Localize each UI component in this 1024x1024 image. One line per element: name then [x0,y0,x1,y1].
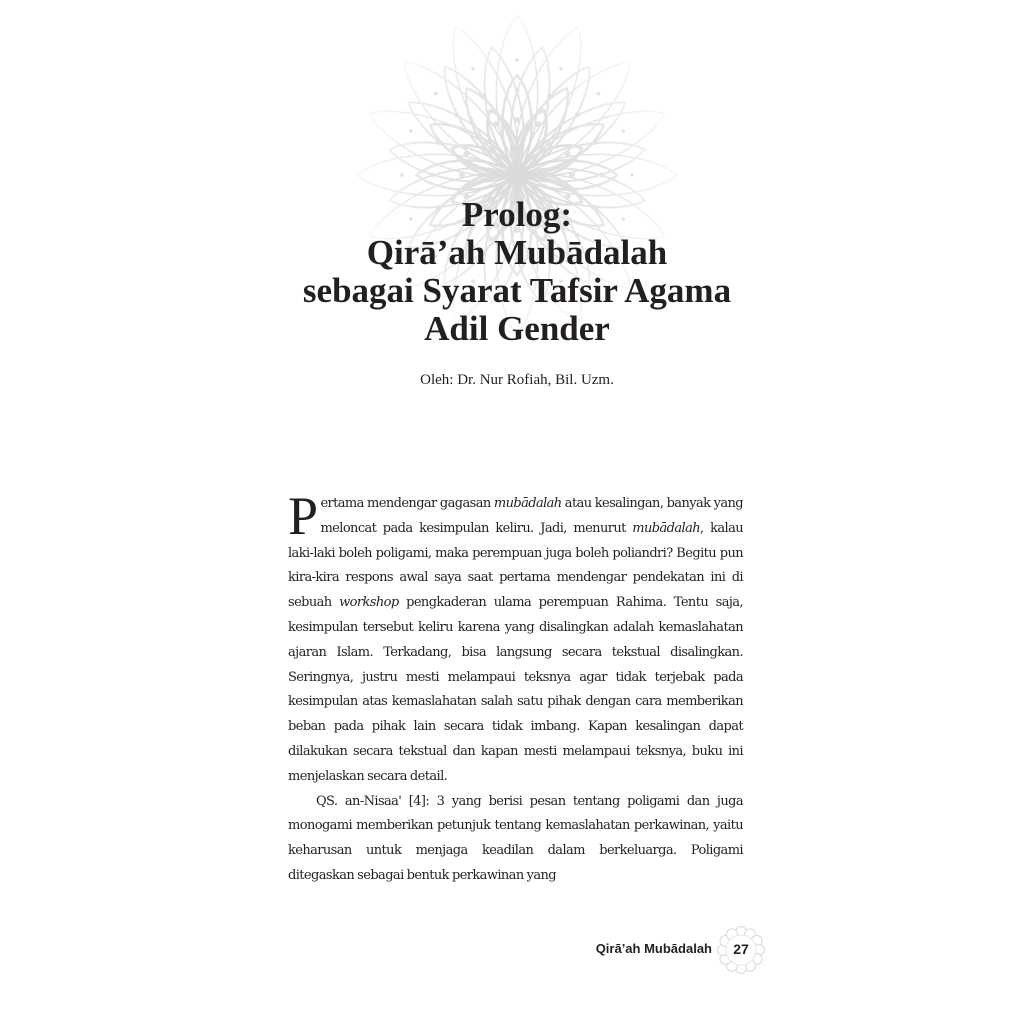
chapter-title [200,196,834,348]
ornament-dot [593,140,598,145]
ornament-dot [493,121,499,127]
ornament-dot [434,92,438,96]
ornament-dot [515,88,520,93]
ornament-dot [621,129,625,133]
ornament-dot [514,117,520,123]
ornament-dot [600,173,605,178]
chapter-title-line: sebagai Syarat Tafsir Agama [302,271,732,310]
italic-term: mubādalah [632,520,701,536]
chapter-title-line: Qirā’ah Mubādalah [366,233,668,272]
running-footer-title: Qirā’ah Mubādalah [595,941,712,956]
ornament-dot [482,94,487,99]
author-byline: Oleh: Dr. Nur Rofiah, Bil. Uzm. [420,372,614,388]
ornament-dot [463,151,469,157]
ornament-dot [547,94,552,99]
ornament-dot [559,67,563,71]
ornament-dot [630,173,634,177]
chapter-title-line: Adil Gender [424,309,610,348]
ornament-dot [553,133,559,139]
body-text-run: atau kesalingan, banyak yang meloncat pada kesimpulan keliru. Jadi, menurut [320,496,743,536]
ornament-dot [475,133,481,139]
body-text [288,486,743,889]
ornament-dot [455,113,460,118]
ornament-dot [471,67,475,71]
body-text-run: ertama mendengar gagasan [320,496,494,511]
ornament-dot [575,113,580,118]
body-paragraph [288,486,743,790]
ornament-dot [430,173,435,178]
ornament-dot [569,172,575,178]
ornament-dot [565,151,571,157]
ornament-dot [409,129,413,133]
ornament-dot [459,172,465,178]
page-number: 27 [733,941,749,957]
ornament-dot [535,121,541,127]
body-text-run: , kalau laki-laki boleh poligami, maka perempuan juga boleh poliandri? Begitu pun kira-kira respons awal saya saat pertama mendengar pendekatan ini di sebuah [288,520,743,611]
italic-term: workshop [339,595,399,611]
italic-term: mubādalah [493,496,562,511]
ornament-dot [515,58,519,62]
drop-cap: P [288,486,318,546]
body-text-run: pengkaderan ulama perempuan Rahima. Tentu saja, kesimpulan tersebut keliru karena yang disalingkan adalah kemaslahatan ajaran Islam. Terkadang, bisa langsung secara tekstual disalingkan. Seringnya, justru mesti melampaui teksnya agar tidak terjebak pada kesimpulan atas kemaslahatan salah satu pihak dengan cara memberikan beban pada pihak lain secara tidak imbang. Kapan kesalingan dapat dilakukan secara tekstual dan kapan mesti melampaui teksnya, buku ini menjelaskan secara detail. [288,595,743,784]
ornament-dot [436,140,441,145]
ornament-dot [400,173,404,177]
body-paragraph: QS. an-Nisaa' [4]: 3 yang berisi pesan tentang poligami dan juga monogami memberikan petunjuk tentang kemaslahatan perkawinan, yaitu keharusan untuk menjaga keadilan dalam berkeluarga. Poligami ditegaskan sebagai bentuk perkawinan yang [288,793,743,883]
ornament-dot [597,92,601,96]
chapter-title-line: Prolog: [461,195,573,234]
